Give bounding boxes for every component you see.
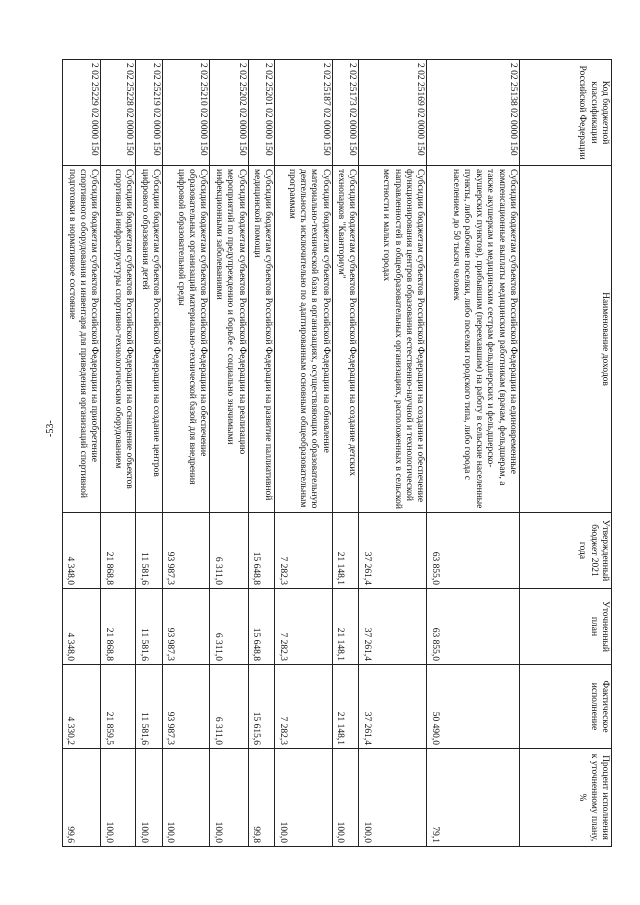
cell-code: 2 02 25169 02 0000 150 — [359, 60, 427, 166]
table-row — [332, 60, 359, 847]
cell-name: Субсидии бюджетам субъектов Российской Федерации на оснащение объектов спортивной инфраструктуры спортивно-технологическим оборудованием — [101, 166, 136, 513]
cell-actual: 37 261,4 — [359, 665, 427, 749]
cell-actual: 4 330,2 — [63, 665, 101, 749]
cell-name: Субсидии бюджетам субъектов Российской Федерации на обеспечение образовательных организаций материально-технической базой для внедрения цифровой образовательной среды — [162, 166, 209, 513]
cell-approved: 4 348,0 — [63, 513, 101, 589]
cell-name: Субсидии бюджетам субъектов Российской Федерации на создание центров цифрового образования детей — [136, 166, 163, 513]
cell-approved: 7 282,3 — [275, 513, 333, 589]
table-header-row — [520, 60, 612, 847]
cell-approved: 21 868,8 — [101, 513, 136, 589]
table-row — [162, 60, 209, 847]
header-approved: Утвержденный бюджет 2021 года — [520, 513, 612, 589]
cell-approved: 6 311,0 — [210, 513, 248, 589]
cell-actual: 6 311,0 — [210, 665, 248, 749]
cell-name: Субсидии бюджетам субъектов Российской Федерации на развитие паллиативной медицинской помощи — [248, 166, 275, 513]
cell-revised: 7 282,3 — [275, 589, 333, 665]
cell-revised: 93 987,3 — [162, 589, 209, 665]
table-row — [248, 60, 275, 847]
cell-name: Субсидии бюджетам субъектов Российской Федерации на единовременные компенсационные выплаты медицинским работникам (врачам, фельдшерам, а также акушеркам и медицинским сестрам фельдшерских и фельдшерско-акушерских пунктов), прибывшим (переехавшим) на работу в сельские населенные пункты, либо рабочие поселки, либо поселки городского типа, либо города с населением до 50 тысяч человек — [427, 166, 520, 513]
rotated-table-container — [62, 59, 612, 846]
cell-percent: 99,8 — [248, 749, 275, 847]
cell-name: Субсидии бюджетам субъектов Российской Федерации на приобретение спортивного оборудования и инвентаря для приведения организаций спортивной подготовки в нормативное состояние — [63, 166, 101, 513]
table-row — [275, 60, 333, 847]
cell-percent: 100,0 — [210, 749, 248, 847]
cell-revised: 4 348,0 — [63, 589, 101, 665]
cell-name: Субсидии бюджетам субъектов Российской Федерации на обновление материально-технической базы в организациях, осуществляющих образовательную деятельность исключительно по адаптированным основным общеобразовательным программам — [275, 166, 333, 513]
cell-percent: 100,0 — [101, 749, 136, 847]
cell-approved: 11 581,6 — [136, 513, 163, 589]
cell-percent: 100,0 — [275, 749, 333, 847]
header-revised: Уточненный план — [520, 589, 612, 665]
cell-code: 2 02 25228 02 0000 150 — [101, 60, 136, 166]
cell-revised: 15 648,8 — [248, 589, 275, 665]
cell-name: Субсидии бюджетам субъектов Российской Федерации на реализацию мероприятий по предупреждению и борьбе с социально значимыми инфекционными заболеваниями — [210, 166, 248, 513]
table-row — [136, 60, 163, 847]
cell-actual: 15 615,6 — [248, 665, 275, 749]
cell-name: Субсидии бюджетам субъектов Российской Федерации на создание и обеспечение функционирования центров образования естественно-научной и технологической направленностей в общеобразовательных организациях, расположенных в сельской местности и малых городах — [359, 166, 427, 513]
cell-code: 2 02 25173 02 0000 150 — [332, 60, 359, 166]
cell-code: 2 02 25219 02 0000 150 — [136, 60, 163, 166]
cell-revised: 21 148,1 — [332, 589, 359, 665]
header-code: Код бюджетной классификации Российской Федерации — [520, 60, 612, 166]
page-number: -53- — [45, 420, 56, 437]
cell-percent: 100,0 — [162, 749, 209, 847]
cell-actual: 21 148,1 — [332, 665, 359, 749]
cell-revised: 37 261,4 — [359, 589, 427, 665]
cell-actual: 11 581,6 — [136, 665, 163, 749]
cell-actual: 7 282,3 — [275, 665, 333, 749]
cell-actual: 21 859,5 — [101, 665, 136, 749]
cell-approved: 37 261,4 — [359, 513, 427, 589]
cell-actual: 50 490,0 — [427, 665, 520, 749]
table-row — [101, 60, 136, 847]
header-percent: Процент исполнения к уточненному плану, % — [520, 749, 612, 847]
cell-percent: 99,6 — [63, 749, 101, 847]
header-actual: Фактическое исполнение — [520, 665, 612, 749]
cell-percent: 100,0 — [359, 749, 427, 847]
revenue-table — [62, 59, 612, 847]
cell-code: 2 02 25201 02 0000 150 — [248, 60, 275, 166]
cell-revised: 6 311,0 — [210, 589, 248, 665]
cell-code: 2 02 25229 02 0000 150 — [63, 60, 101, 166]
cell-approved: 15 648,8 — [248, 513, 275, 589]
cell-revised: 11 581,6 — [136, 589, 163, 665]
cell-percent: 100,0 — [136, 749, 163, 847]
cell-code: 2 02 25202 02 0000 150 — [210, 60, 248, 166]
cell-approved: 63 855,0 — [427, 513, 520, 589]
cell-actual: 93 987,3 — [162, 665, 209, 749]
header-name: Наименование доходов — [520, 166, 612, 513]
table-row — [359, 60, 427, 847]
cell-name: Субсидии бюджетам субъектов Российской Федерации на создание детских технопарков "Кванториум" — [332, 166, 359, 513]
cell-percent: 100,0 — [332, 749, 359, 847]
cell-code: 2 02 25187 02 0000 150 — [275, 60, 333, 166]
cell-revised: 21 868,8 — [101, 589, 136, 665]
cell-approved: 93 987,3 — [162, 513, 209, 589]
table-row — [427, 60, 520, 847]
table-row — [63, 60, 101, 847]
cell-approved: 21 148,1 — [332, 513, 359, 589]
cell-code: 2 02 25138 02 0000 150 — [427, 60, 520, 166]
cell-revised: 63 855,0 — [427, 589, 520, 665]
cell-percent: 79,1 — [427, 749, 520, 847]
cell-code: 2 02 25210 02 0000 150 — [162, 60, 209, 166]
table-row — [210, 60, 248, 847]
